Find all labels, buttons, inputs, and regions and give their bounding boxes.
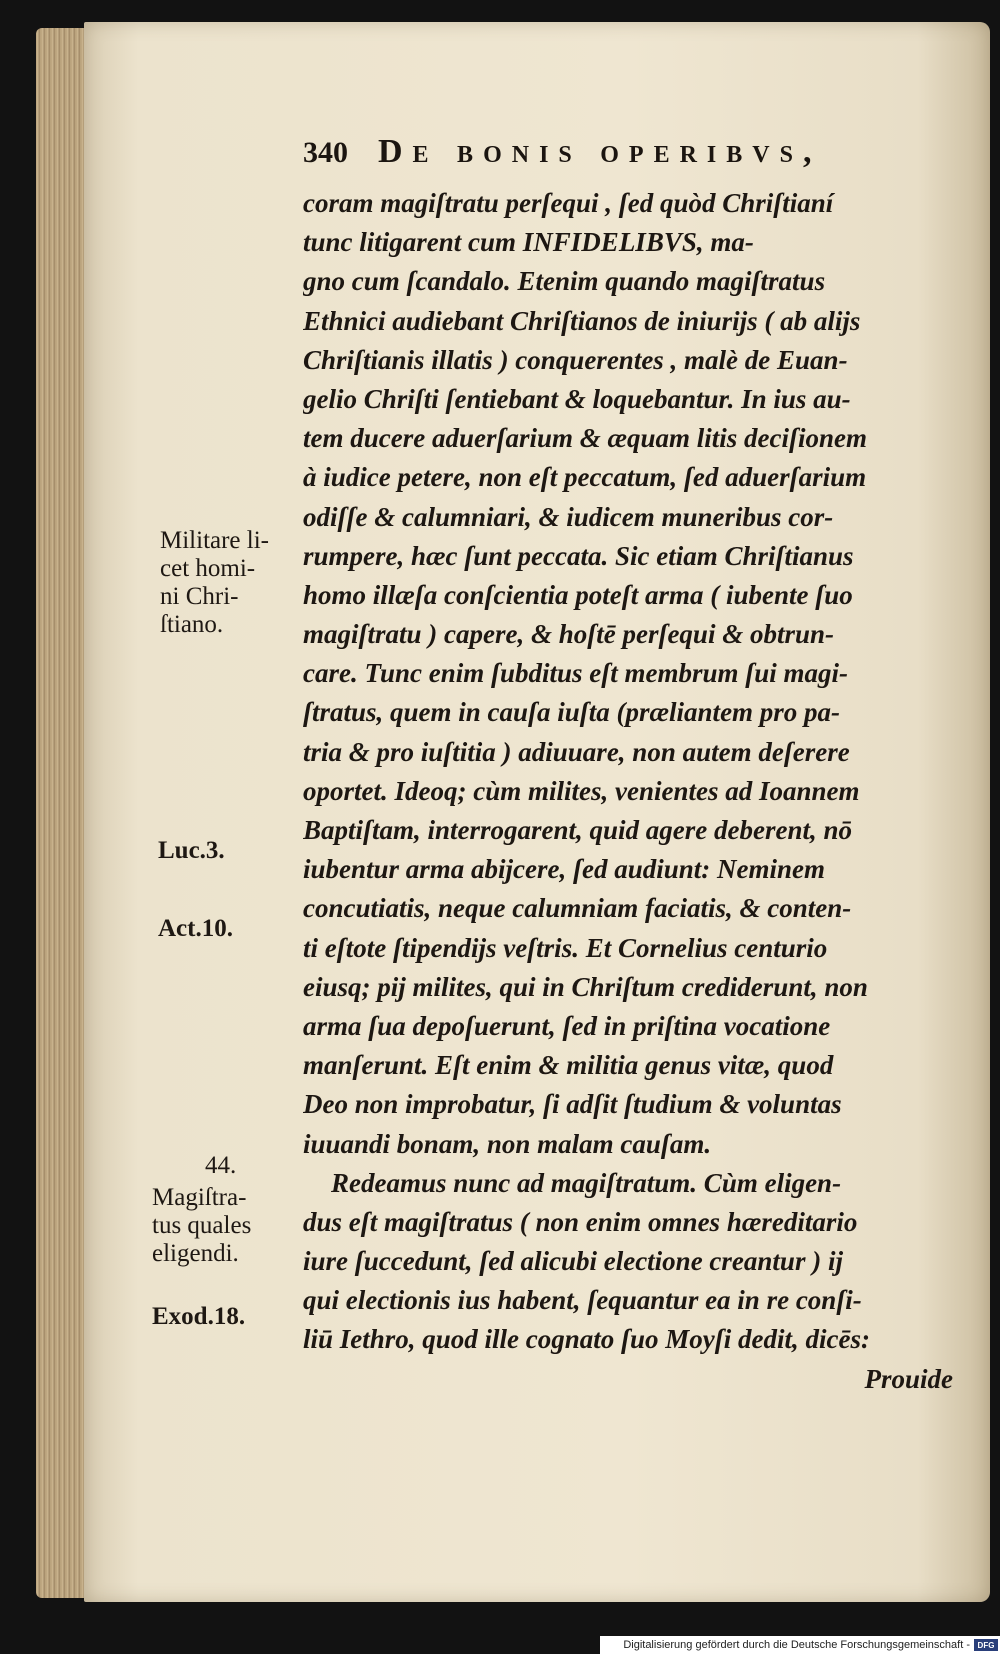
text-line: Ethnici audiebant Chriſtianos de iniurijs ( ab alijs (303, 305, 861, 336)
text-line: à iudice petere, non eſt peccatum, ſed aduerſarium (303, 462, 867, 493)
text-line: tem ducere aduerſarium & æquam litis deciſionem (303, 423, 867, 454)
margin-note-line: Magiſtra- (152, 1184, 247, 1211)
text-line: gno cum ſcandalo. Etenim quando magiſtratus (303, 266, 826, 297)
text-line: dus eſt magiſtratus ( non enim omnes hæreditario (303, 1206, 858, 1237)
margin-note-luc: Luc.3. (158, 837, 225, 864)
text-line: arma ſua depoſuerunt, ſed in priſtina vocatione (303, 1010, 831, 1041)
text-line: ſtratus, quem in cauſa iuſta (præliantem pro pa- (303, 697, 841, 728)
page-number: 340 (303, 136, 348, 169)
text-line: coram magiſtratu perſequi , ſed quòd Chriſtianí (303, 188, 834, 218)
text-line: odiſſe & calumniari, & iudicem muneribus cor- (303, 501, 834, 532)
dfg-logo: DFG (974, 1639, 998, 1651)
catchword: Prouide (864, 1363, 953, 1394)
margin-note-line: cet homi- (160, 555, 256, 582)
text-line: Chriſtianis illatis ) conquerentes , malè de Euan- (303, 344, 848, 375)
text-line: homo illæſa conſcientia poteſt arma ( iubente ſuo (303, 579, 853, 610)
text-line: Baptiſtam, interrogarent, quid agere deberent, nō (303, 815, 853, 845)
text-line: rumpere, hæc ſunt peccata. Sic etiam Chriſtianus (303, 540, 854, 571)
text-line: iuuandi bonam, non malam cauſam. (303, 1128, 712, 1159)
text-line: iure ſuccedunt, ſed alicubi electione creantur ) ij (303, 1246, 843, 1277)
margin-note-magistratus (152, 1184, 251, 1268)
text-line: liū Iethro, quod ille cognato ſuo Moyſi dedit, dicēs: (303, 1324, 870, 1355)
text-line: qui electionis ius habent, ſequantur ea in re conſi- (303, 1285, 862, 1316)
running-head (303, 133, 903, 177)
margin-note-act: Act.10. (158, 915, 233, 942)
margin-note-line: ni Chri- (160, 583, 239, 610)
text-line: gelio Chriſti ſentiebant & loquebantur. In ius au- (303, 383, 851, 414)
running-title: De bonis operibvs, (378, 133, 822, 170)
margin-note-line: Militare li- (160, 527, 269, 554)
text-line: Deo non improbatur, ſi adſit ſtudium & voluntas (303, 1089, 842, 1120)
text-line: oportet. Ideoq; cùm milites, venientes ad Ioannem (303, 775, 860, 806)
margin-note-militare (160, 527, 269, 639)
digitization-credit: Digitalisierung gefördert durch die Deutsche Forschungsgemeinschaft - (623, 1639, 970, 1651)
text-line: magiſtratu ) capere, & hoſtē perſequi & obtrun- (303, 619, 834, 650)
text-line: Redeamus nunc ad magiſtratum. Cùm eligen- (331, 1167, 842, 1198)
text-line: tria & pro iuſtitia ) adiuuare, non autem deſerere (303, 736, 850, 767)
text-line: manſerunt. Eſt enim & militia genus vitæ, quod (303, 1050, 834, 1081)
digitization-credit-bar (600, 1636, 1000, 1654)
text-line: eiusq; pij milites, qui in Chriſtum crediderunt, non (303, 971, 868, 1002)
text-line: iubentur arma abijcere, ſed audiunt: Neminem (303, 854, 826, 885)
section-number: 44. (205, 1152, 237, 1179)
text-line: care. Tunc enim ſubditus eſt membrum ſui magi- (303, 658, 849, 689)
text-line: concutiatis, neque calumniam faciatis, & conten- (303, 893, 852, 924)
margin-note-exod: Exod.18. (152, 1303, 246, 1330)
margin-note-line: ſtiano. (160, 611, 224, 638)
text-line: ti eſtote ſtipendijs veſtris. Et Cornelius centurio (303, 932, 828, 963)
margin-note-line: tus quales (152, 1212, 252, 1239)
margin-note-line: eligendi. (152, 1240, 239, 1267)
text-line: tunc litigarent cum INFIDELIBVS, ma- (303, 227, 754, 258)
main-text (303, 184, 953, 1399)
